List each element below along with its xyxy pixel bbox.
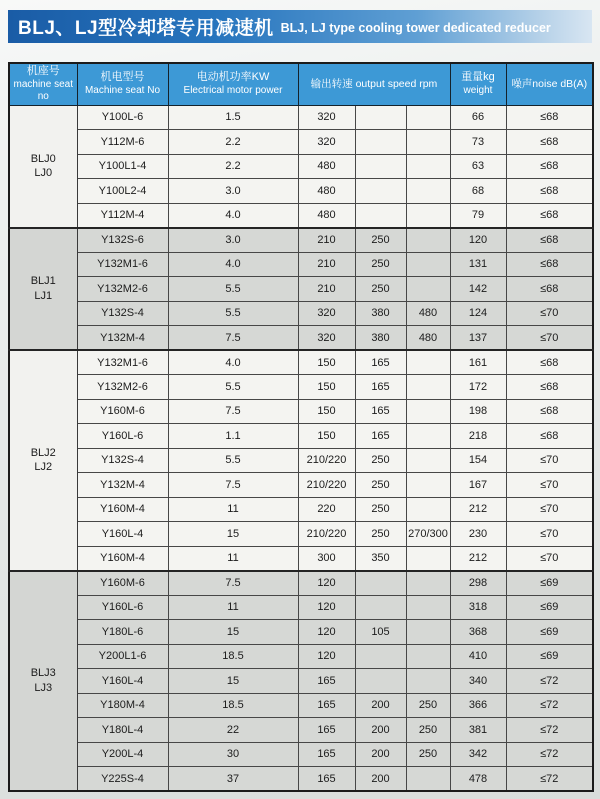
- table-row: [9, 522, 593, 547]
- noise-cell: ≤72: [506, 742, 593, 767]
- power-cell: 5.5: [168, 375, 298, 400]
- noise-cell: ≤72: [506, 718, 593, 743]
- weight-cell: 120: [450, 228, 506, 253]
- power-cell: 5.5: [168, 448, 298, 473]
- output-speed-cell: 200: [355, 767, 406, 792]
- model-cell: Y200L-4: [77, 742, 168, 767]
- table-row: [9, 620, 593, 645]
- output-speed-cell: [406, 277, 450, 302]
- model-cell: Y160M-6: [77, 571, 168, 596]
- power-cell: 7.5: [168, 473, 298, 498]
- output-speed-cell: [406, 767, 450, 792]
- table-row: [9, 473, 593, 498]
- power-cell: 30: [168, 742, 298, 767]
- weight-cell: 230: [450, 522, 506, 547]
- output-speed-cell: [406, 105, 450, 130]
- weight-cell: 68: [450, 179, 506, 204]
- weight-cell: 161: [450, 350, 506, 375]
- output-speed-cell: 250: [355, 252, 406, 277]
- noise-cell: ≤70: [506, 448, 593, 473]
- weight-cell: 66: [450, 105, 506, 130]
- table-row: [9, 767, 593, 792]
- output-speed-cell: [406, 669, 450, 694]
- weight-cell: 167: [450, 473, 506, 498]
- noise-cell: ≤68: [506, 252, 593, 277]
- power-cell: 3.0: [168, 228, 298, 253]
- output-speed-cell: 150: [298, 350, 355, 375]
- output-speed-cell: 480: [406, 301, 450, 326]
- table-row: [9, 742, 593, 767]
- noise-cell: ≤72: [506, 693, 593, 718]
- table-row: [9, 693, 593, 718]
- model-cell: Y180L-4: [77, 718, 168, 743]
- power-cell: 11: [168, 595, 298, 620]
- output-speed-cell: 200: [355, 718, 406, 743]
- output-speed-cell: [355, 154, 406, 179]
- output-speed-cell: 270/300: [406, 522, 450, 547]
- table-row: [9, 105, 593, 130]
- table-row: [9, 375, 593, 400]
- model-cell: Y160L-4: [77, 522, 168, 547]
- output-speed-cell: [355, 179, 406, 204]
- output-speed-cell: [355, 203, 406, 228]
- output-speed-cell: [355, 644, 406, 669]
- table-row: [9, 154, 593, 179]
- output-speed-cell: 250: [355, 522, 406, 547]
- noise-cell: ≤68: [506, 399, 593, 424]
- page-title-zh: BLJ、LJ型冷却塔专用减速机: [18, 18, 274, 39]
- output-speed-cell: [406, 350, 450, 375]
- power-cell: 18.5: [168, 644, 298, 669]
- noise-cell: ≤70: [506, 497, 593, 522]
- machine-seat-group-cell: [9, 350, 77, 571]
- output-speed-cell: 105: [355, 620, 406, 645]
- output-speed-cell: 300: [298, 546, 355, 571]
- output-speed-cell: 210: [298, 228, 355, 253]
- power-cell: 22: [168, 718, 298, 743]
- output-speed-cell: [406, 546, 450, 571]
- power-cell: 4.0: [168, 252, 298, 277]
- model-cell: Y100L-6: [77, 105, 168, 130]
- output-speed-cell: [406, 179, 450, 204]
- header-weight: [450, 63, 506, 105]
- weight-cell: 73: [450, 130, 506, 155]
- output-speed-cell: 480: [406, 326, 450, 351]
- weight-cell: 218: [450, 424, 506, 449]
- output-speed-cell: 250: [355, 228, 406, 253]
- table-row: [9, 228, 593, 253]
- model-cell: Y200L1-6: [77, 644, 168, 669]
- noise-cell: ≤68: [506, 277, 593, 302]
- output-speed-cell: [355, 105, 406, 130]
- weight-cell: 410: [450, 644, 506, 669]
- model-cell: Y160L-6: [77, 595, 168, 620]
- output-speed-cell: 210: [298, 277, 355, 302]
- noise-cell: ≤68: [506, 375, 593, 400]
- noise-cell: ≤70: [506, 522, 593, 547]
- output-speed-cell: 200: [355, 693, 406, 718]
- output-speed-cell: 480: [298, 203, 355, 228]
- table-body: [9, 105, 593, 791]
- header-machine-seat-no: [9, 63, 77, 105]
- output-speed-cell: [406, 620, 450, 645]
- model-cell: Y132M1-6: [77, 252, 168, 277]
- noise-cell: ≤70: [506, 473, 593, 498]
- weight-cell: 63: [450, 154, 506, 179]
- table-row: [9, 326, 593, 351]
- output-speed-cell: 380: [355, 326, 406, 351]
- output-speed-cell: 350: [355, 546, 406, 571]
- noise-cell: ≤68: [506, 179, 593, 204]
- model-cell: Y132S-6: [77, 228, 168, 253]
- noise-cell: ≤70: [506, 326, 593, 351]
- output-speed-cell: [406, 399, 450, 424]
- machine-seat-label: BLJ0: [30, 152, 56, 165]
- output-speed-cell: 120: [298, 595, 355, 620]
- output-speed-cell: 165: [355, 350, 406, 375]
- weight-cell: 381: [450, 718, 506, 743]
- output-speed-cell: 250: [406, 693, 450, 718]
- table-header-row: [9, 63, 593, 105]
- output-speed-cell: 150: [298, 424, 355, 449]
- weight-cell: 124: [450, 301, 506, 326]
- power-cell: 7.5: [168, 326, 298, 351]
- model-cell: Y132M2-6: [77, 277, 168, 302]
- noise-cell: ≤68: [506, 105, 593, 130]
- header-output-speed: 输出转速 output speed rpm: [298, 63, 450, 105]
- header-model-en: Machine seat No: [84, 84, 161, 96]
- machine-seat-label: LJ2: [34, 461, 53, 474]
- model-cell: Y100L2-4: [77, 179, 168, 204]
- power-cell: 1.5: [168, 105, 298, 130]
- machine-seat-label: BLJ2: [30, 446, 56, 459]
- model-cell: Y112M-4: [77, 203, 168, 228]
- output-speed-cell: 150: [298, 399, 355, 424]
- model-cell: Y132M1-6: [77, 350, 168, 375]
- model-cell: Y132S-4: [77, 448, 168, 473]
- output-speed-cell: [406, 424, 450, 449]
- machine-seat-label: BLJ3: [30, 667, 56, 680]
- output-speed-cell: [406, 497, 450, 522]
- output-speed-cell: 320: [298, 105, 355, 130]
- noise-cell: ≤72: [506, 767, 593, 792]
- weight-cell: 298: [450, 571, 506, 596]
- power-cell: 2.2: [168, 130, 298, 155]
- model-cell: Y160L-6: [77, 424, 168, 449]
- noise-cell: ≤68: [506, 424, 593, 449]
- noise-cell: ≤72: [506, 669, 593, 694]
- output-speed-cell: 165: [298, 767, 355, 792]
- output-speed-cell: 250: [355, 448, 406, 473]
- table-row: [9, 644, 593, 669]
- model-cell: Y100L1-4: [77, 154, 168, 179]
- output-speed-cell: 165: [298, 693, 355, 718]
- weight-cell: 142: [450, 277, 506, 302]
- header-motor-power-en: Electrical motor power: [183, 84, 283, 96]
- table-row: [9, 179, 593, 204]
- table-row: [9, 252, 593, 277]
- noise-cell: ≤68: [506, 203, 593, 228]
- model-cell: Y132S-4: [77, 301, 168, 326]
- noise-cell: ≤68: [506, 154, 593, 179]
- header-noise: 噪声noise dB(A): [506, 63, 593, 105]
- output-speed-cell: 250: [355, 497, 406, 522]
- table-row: [9, 571, 593, 596]
- power-cell: 7.5: [168, 571, 298, 596]
- machine-seat-group-cell: [9, 228, 77, 351]
- output-speed-cell: [406, 228, 450, 253]
- output-speed-cell: [406, 375, 450, 400]
- weight-cell: 131: [450, 252, 506, 277]
- output-speed-cell: 320: [298, 326, 355, 351]
- output-speed-cell: [406, 644, 450, 669]
- model-cell: Y112M-6: [77, 130, 168, 155]
- noise-cell: ≤68: [506, 350, 593, 375]
- table-row: [9, 399, 593, 424]
- weight-cell: 340: [450, 669, 506, 694]
- header-motor-power: [168, 63, 298, 105]
- weight-cell: 368: [450, 620, 506, 645]
- output-speed-cell: 120: [298, 571, 355, 596]
- output-speed-cell: 120: [298, 620, 355, 645]
- noise-cell: ≤70: [506, 546, 593, 571]
- output-speed-cell: 480: [298, 154, 355, 179]
- output-speed-cell: 320: [298, 130, 355, 155]
- noise-cell: ≤68: [506, 228, 593, 253]
- table-row: [9, 203, 593, 228]
- table-row: [9, 497, 593, 522]
- header-machine-seat-no-en: machine seat no: [13, 78, 73, 103]
- output-speed-cell: [355, 130, 406, 155]
- output-speed-cell: [406, 595, 450, 620]
- power-cell: 5.5: [168, 277, 298, 302]
- weight-cell: 366: [450, 693, 506, 718]
- model-cell: Y132M2-6: [77, 375, 168, 400]
- output-speed-cell: 250: [406, 742, 450, 767]
- power-cell: 15: [168, 522, 298, 547]
- table-row: [9, 718, 593, 743]
- model-cell: Y160M-6: [77, 399, 168, 424]
- table-row: [9, 301, 593, 326]
- power-cell: 7.5: [168, 399, 298, 424]
- table-row: [9, 595, 593, 620]
- weight-cell: 198: [450, 399, 506, 424]
- output-speed-cell: [406, 448, 450, 473]
- model-cell: Y160L-4: [77, 669, 168, 694]
- output-speed-cell: 220: [298, 497, 355, 522]
- machine-seat-label: LJ3: [34, 681, 53, 694]
- page-title-en: BLJ, LJ type cooling tower dedicated reducer: [280, 21, 551, 35]
- reducer-spec-table: [8, 62, 594, 792]
- weight-cell: 478: [450, 767, 506, 792]
- machine-seat-label: BLJ1: [30, 275, 56, 288]
- power-cell: 15: [168, 669, 298, 694]
- output-speed-cell: 320: [298, 301, 355, 326]
- power-cell: 15: [168, 620, 298, 645]
- power-cell: 18.5: [168, 693, 298, 718]
- output-speed-cell: 250: [406, 718, 450, 743]
- output-speed-cell: [355, 669, 406, 694]
- table-row: [9, 448, 593, 473]
- output-speed-cell: 165: [298, 669, 355, 694]
- weight-cell: 79: [450, 203, 506, 228]
- output-speed-cell: 165: [355, 424, 406, 449]
- weight-cell: 342: [450, 742, 506, 767]
- table-row: [9, 130, 593, 155]
- weight-cell: 212: [450, 546, 506, 571]
- machine-seat-label: LJ1: [34, 289, 53, 302]
- model-cell: Y180L-6: [77, 620, 168, 645]
- model-cell: Y160M-4: [77, 546, 168, 571]
- output-speed-cell: [355, 595, 406, 620]
- power-cell: 4.0: [168, 203, 298, 228]
- table-row: [9, 669, 593, 694]
- output-speed-cell: [406, 571, 450, 596]
- weight-cell: 318: [450, 595, 506, 620]
- noise-cell: ≤70: [506, 301, 593, 326]
- output-speed-cell: 210/220: [298, 448, 355, 473]
- power-cell: 11: [168, 497, 298, 522]
- output-speed-cell: 165: [298, 718, 355, 743]
- machine-seat-group-cell: [9, 571, 77, 792]
- weight-cell: 154: [450, 448, 506, 473]
- header-weight-zh: 重量kg: [461, 71, 495, 84]
- output-speed-cell: [406, 252, 450, 277]
- weight-cell: 172: [450, 375, 506, 400]
- output-speed-cell: 165: [355, 399, 406, 424]
- output-speed-cell: 380: [355, 301, 406, 326]
- output-speed-cell: 210: [298, 252, 355, 277]
- weight-cell: 212: [450, 497, 506, 522]
- output-speed-cell: 165: [355, 375, 406, 400]
- noise-cell: ≤69: [506, 644, 593, 669]
- power-cell: 4.0: [168, 350, 298, 375]
- table-row: [9, 277, 593, 302]
- power-cell: 11: [168, 546, 298, 571]
- header-model: [77, 63, 168, 105]
- output-speed-cell: [406, 130, 450, 155]
- machine-seat-label: LJ0: [34, 167, 53, 179]
- noise-cell: ≤69: [506, 595, 593, 620]
- power-cell: 37: [168, 767, 298, 792]
- model-cell: Y132M-4: [77, 473, 168, 498]
- output-speed-cell: [406, 154, 450, 179]
- output-speed-cell: 250: [355, 473, 406, 498]
- output-speed-cell: [406, 473, 450, 498]
- output-speed-cell: [406, 203, 450, 228]
- header-machine-seat-no-zh: 机座号: [26, 64, 60, 77]
- model-cell: Y132M-4: [77, 326, 168, 351]
- output-speed-cell: 210/220: [298, 473, 355, 498]
- power-cell: 3.0: [168, 179, 298, 204]
- noise-cell: ≤68: [506, 130, 593, 155]
- output-speed-cell: 200: [355, 742, 406, 767]
- table-row: [9, 546, 593, 571]
- table-row: [9, 350, 593, 375]
- power-cell: 1.1: [168, 424, 298, 449]
- header-weight-en: weight: [463, 84, 493, 96]
- output-speed-cell: 165: [298, 742, 355, 767]
- power-cell: 5.5: [168, 301, 298, 326]
- weight-cell: 137: [450, 326, 506, 351]
- model-cell: Y160M-4: [77, 497, 168, 522]
- noise-cell: ≤69: [506, 571, 593, 596]
- output-speed-cell: 210/220: [298, 522, 355, 547]
- output-speed-cell: 480: [298, 179, 355, 204]
- machine-seat-group-cell: [9, 105, 77, 228]
- output-speed-cell: 120: [298, 644, 355, 669]
- table-row: [9, 424, 593, 449]
- output-speed-cell: [355, 571, 406, 596]
- model-cell: Y180M-4: [77, 693, 168, 718]
- output-speed-cell: 250: [355, 277, 406, 302]
- output-speed-cell: 150: [298, 375, 355, 400]
- model-cell: Y225S-4: [77, 767, 168, 792]
- page-title-bar: [8, 10, 592, 43]
- power-cell: 2.2: [168, 154, 298, 179]
- noise-cell: ≤69: [506, 620, 593, 645]
- header-motor-power-zh: 电动机功率KW: [196, 71, 270, 84]
- header-model-zh: 机电型号: [100, 71, 145, 84]
